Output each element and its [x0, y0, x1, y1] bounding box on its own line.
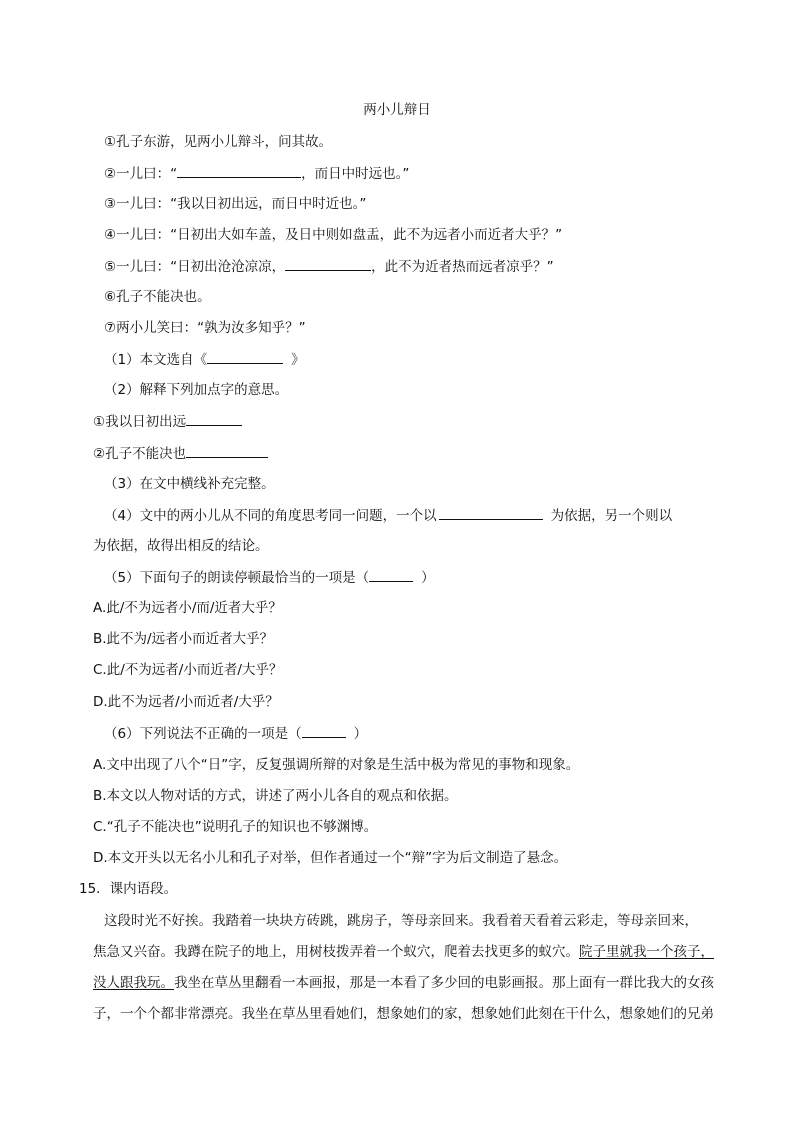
- question-2-item-2-text: ②孔子不能决也: [93, 446, 187, 462]
- passage-line-2-end: ，而日中时远也。”: [301, 166, 410, 182]
- question-5-blank[interactable]: [369, 567, 413, 582]
- question-1: [104, 349, 305, 370]
- question-5-option-b[interactable]: B.此不为/远者小而近者大乎？: [93, 631, 274, 647]
- question-6-option-c[interactable]: C.“孔子不能决也”说明孔子的知识也不够渊博。: [93, 819, 378, 835]
- section-15-line-3: [93, 973, 714, 993]
- question-5: [104, 567, 435, 588]
- passage-line-6: ⑥孔子不能决也。: [104, 289, 211, 305]
- section-15-line-1: 这段时光不好挨。我踏着一块块方砖跳，跳房子，等母亲回来。我看着天看着云彩走，等母亲回来，: [104, 913, 698, 929]
- passage-line-2: [104, 163, 409, 184]
- passage-line-5-start: ⑤一儿曰：“日初出沧沧凉凉，: [104, 259, 286, 275]
- passage-line-2-start: ②一儿曰：“: [104, 166, 178, 182]
- question-3: （3）在文中横线补充完整。: [104, 476, 275, 492]
- passage-line-5-end: ，此不为近者热而远者凉乎？”: [371, 259, 554, 275]
- passage-line-5: [104, 256, 554, 277]
- question-1-text: （1）本文选自《: [104, 352, 208, 368]
- question-5-option-c[interactable]: C.此/不为远者/小而近者/大乎？: [93, 662, 283, 678]
- passage-line-3: ③一儿曰：“我以日初出远，而日中时近也。”: [104, 196, 367, 212]
- question-6-option-a[interactable]: A.文中出现了八个“日”字，反复强调所辩的对象是生活中极为常见的事物和现象。: [93, 757, 580, 773]
- question-4: [104, 505, 672, 526]
- question-2-item-1: [93, 411, 242, 432]
- section-15-heading: 15．课内语段。: [79, 881, 178, 897]
- question-2-item-2-blank[interactable]: [186, 443, 268, 458]
- question-5-option-a[interactable]: A.此/不为远者小/而/近者大乎？: [93, 600, 282, 616]
- question-1-end: 》: [291, 352, 305, 368]
- question-2-item-1-blank[interactable]: [186, 411, 242, 426]
- question-4-blank[interactable]: [439, 505, 543, 520]
- section-15-line-3-text: 我坐在草丛里翻看一本画报，那是一本看了多少回的电影画报。那上面有一群比我大的女孩: [174, 975, 714, 991]
- question-2: （2）解释下列加点字的意思。: [104, 382, 289, 398]
- question-6-option-b[interactable]: B.本文以人物对话的方式，讲述了两小儿各自的观点和依据。: [93, 788, 458, 804]
- underlined-sentence-part-2: 没人跟我玩。: [93, 975, 174, 991]
- question-6-text: （6）下列说法不正确的一项是（: [104, 726, 302, 742]
- section-15-line-2-text: 焦急又兴奋。我蹲在院子的地上，用树枝拨弄着一个蚁穴，爬着去找更多的蚁穴。: [93, 944, 579, 960]
- question-4-continued: 为依据，故得出相反的结论。: [93, 538, 269, 554]
- question-5-end: ）: [421, 570, 435, 586]
- passage-blank-1[interactable]: [177, 163, 301, 178]
- page-title: 两小儿辩日: [363, 102, 431, 118]
- section-15-line-4: 子，一个个都非常漂亮。我坐在草丛里看她们，想象她们的家，想象她们此刻在干什么，想象她们的兄弟: [93, 1006, 714, 1022]
- underlined-sentence-part-1: 院子里就我一个孩子，: [579, 944, 714, 960]
- question-6: [104, 723, 367, 744]
- question-4-text-b: 为依据，另一个则以: [550, 508, 673, 524]
- question-6-blank[interactable]: [302, 723, 346, 738]
- question-6-option-d[interactable]: D.本文开头以无名小儿和孔子对举，但作者通过一个“辩”字为后文制造了悬念。: [93, 850, 568, 866]
- section-15-line-2: [93, 942, 714, 962]
- question-6-end: ）: [353, 726, 368, 742]
- passage-line-7: ⑦两小儿笑曰：“孰为汝多知乎？”: [104, 320, 306, 336]
- question-5-text: （5）下面句子的朗读停顿最恰当的一项是（: [104, 570, 370, 586]
- passage-blank-2[interactable]: [285, 256, 371, 271]
- passage-line-1: ①孔子东游，见两小儿辩斗，问其故。: [104, 134, 333, 150]
- question-4-text-a: （4）文中的两小儿从不同的角度思考同一问题，一个以: [104, 508, 437, 524]
- question-2-item-1-text: ①我以日初出远: [93, 414, 187, 430]
- question-2-item-2: [93, 443, 268, 464]
- passage-line-4: ④一儿曰：“日初出大如车盖，及日中则如盘盂，此不为远者小而近者大乎？”: [104, 227, 563, 243]
- question-1-blank[interactable]: [207, 349, 283, 364]
- question-5-option-d[interactable]: D.此不为远者/小而近者/大乎？: [93, 694, 279, 710]
